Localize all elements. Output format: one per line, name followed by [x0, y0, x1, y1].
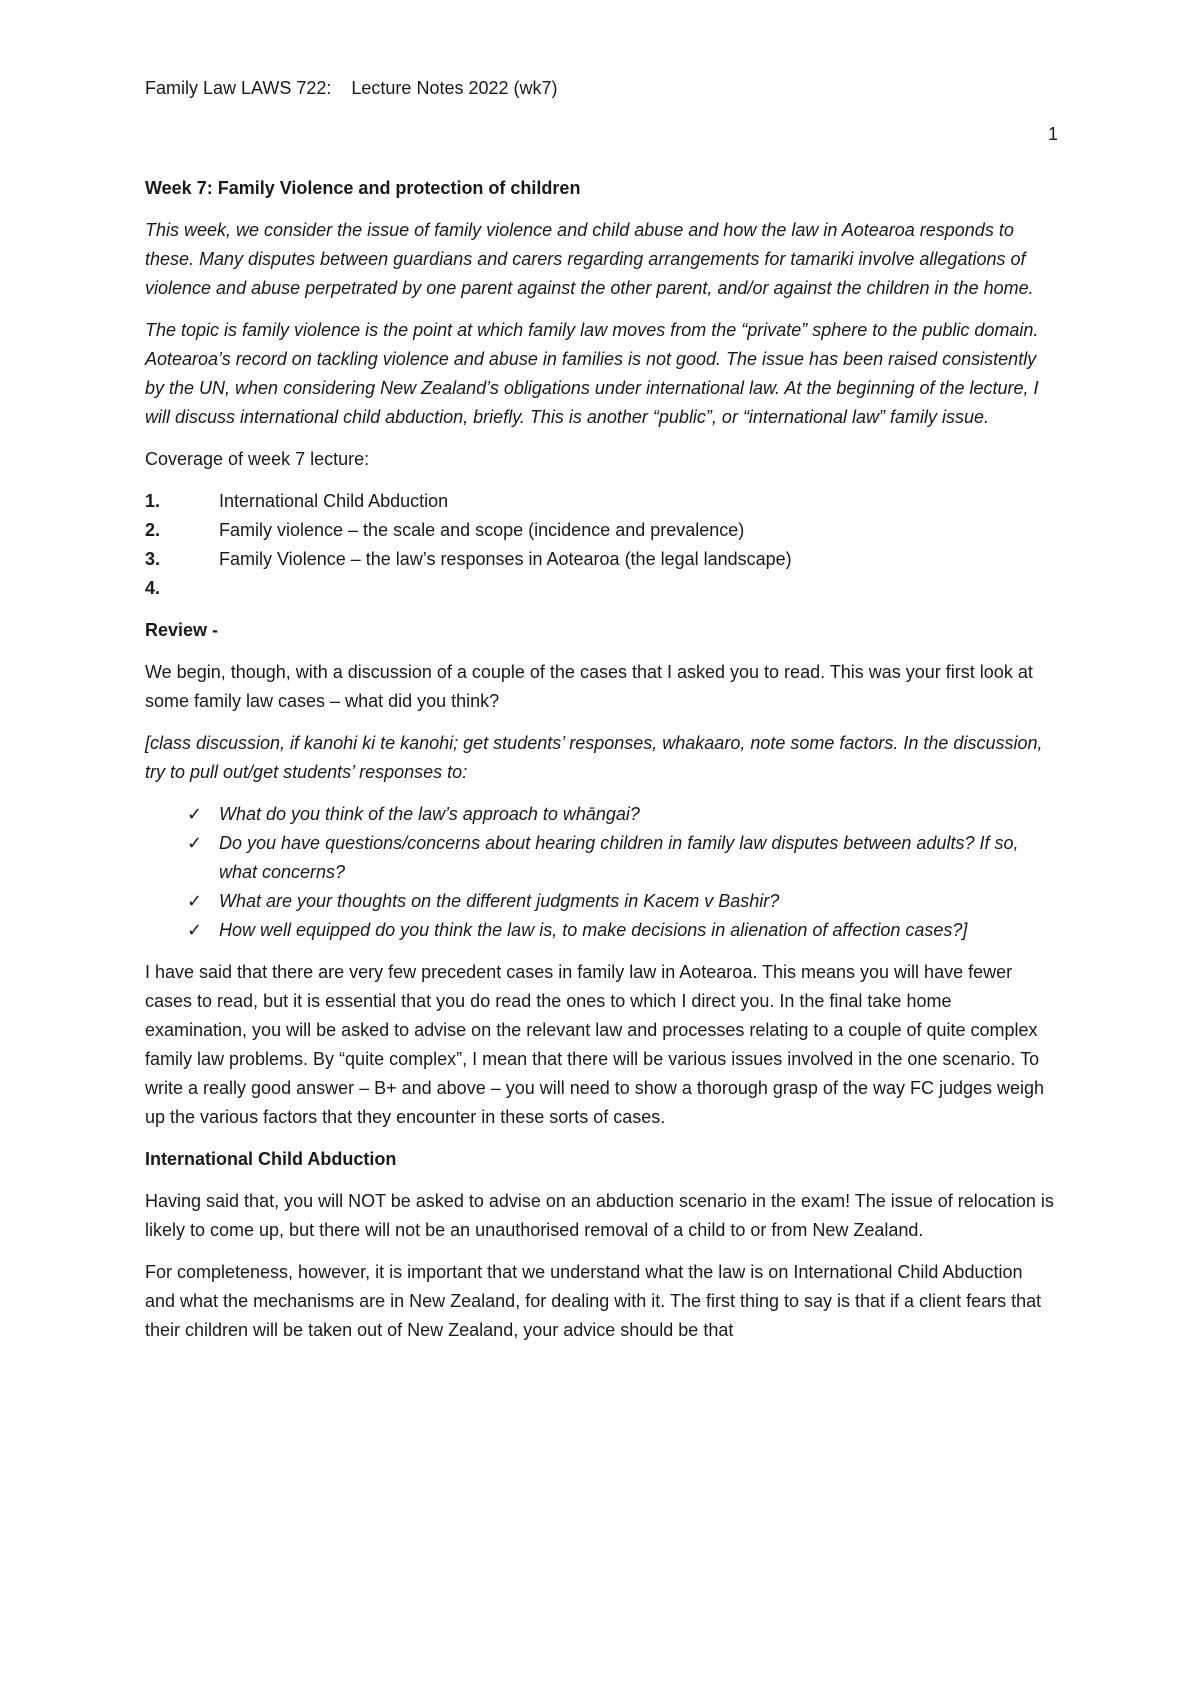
- intro-paragraph-2: The topic is family violence is the point at which family law moves from the “private” sphere to the public domain. Aotearoa’s record on tackling violence and abuse in families is not good. The issue has been raised consistently by the UN, when considering New Zealand’s obligations under international law. At the beginning of the lecture, I will discuss international child abduction, briefly. This is another “public”, or “international law” family issue.: [145, 320, 1039, 427]
- abduction-heading: International Child Abduction: [145, 1149, 397, 1169]
- checkmark-icon: ✓: [187, 804, 203, 824]
- question-text: How well equipped do you think the law is, to make decisions in alienation of affection cases?]: [219, 920, 968, 940]
- intro-paragraph-1: This week, we consider the issue of family violence and child abuse and how the law in Aotearoa responds to these. Many disputes between guardians and carers regarding arrangements for tamariki involve allegations of violence and abuse perpetrated by one parent against the other parent, and/or against the children in the home.: [145, 220, 1034, 298]
- discussion-questions-list: [145, 800, 1055, 945]
- class-discussion-instruction: [class discussion, if kanohi ki te kanohi; get students’ responses, whakaaro, note some factors. In the discussion, try to pull out/get students’ responses to:: [145, 733, 1043, 782]
- document-title: Week 7: Family Violence and protection of children: [145, 178, 581, 198]
- list-number: 3.: [145, 549, 161, 569]
- list-number: 2.: [145, 520, 161, 540]
- coverage-heading: Coverage of week 7 lecture:: [145, 449, 370, 469]
- list-item: [145, 916, 1055, 945]
- list-item: [145, 516, 1055, 545]
- list-item: [145, 487, 1055, 516]
- list-item-text: International Child Abduction: [219, 491, 449, 511]
- review-heading: Review -: [145, 620, 219, 640]
- running-header: Family Law LAWS 722: Lecture Notes 2022 (wk7): [145, 78, 558, 98]
- abduction-paragraph-1: Having said that, you will NOT be asked to advise on an abduction scenario in the exam! The issue of relocation is likely to come up, but there will not be an unauthorised removal of a child to or from New Zealand.: [145, 1191, 1054, 1240]
- review-paragraph: We begin, though, with a discussion of a couple of the cases that I asked you to read. This was your first look at some family law cases – what did you think?: [145, 662, 1033, 711]
- list-item: [145, 887, 1055, 916]
- list-item: [145, 829, 1055, 887]
- list-number: 1.: [145, 491, 161, 511]
- list-item: [145, 545, 1055, 574]
- question-text: What are your thoughts on the different judgments in Kacem v Bashir?: [219, 891, 780, 911]
- document-body: [145, 174, 1055, 1358]
- list-item-text: Family Violence – the law’s responses in Aotearoa (the legal landscape): [219, 549, 792, 569]
- checkmark-icon: ✓: [187, 833, 203, 853]
- checkmark-icon: ✓: [187, 891, 203, 911]
- list-number: 4.: [145, 578, 161, 598]
- list-item: [145, 574, 1055, 603]
- abduction-paragraph-2: For completeness, however, it is important that we understand what the law is on International Child Abduction and what the mechanisms are in New Zealand, for dealing with it. The first thing to say is that if a client fears that their children will be taken out of New Zealand, your advice should be that: [145, 1262, 1042, 1340]
- page-number: 1: [1048, 124, 1059, 144]
- question-text: Do you have questions/concerns about hearing children in family law disputes between adults? If so, what concerns?: [219, 833, 1019, 882]
- checkmark-icon: ✓: [187, 920, 203, 940]
- list-item-text: Family violence – the scale and scope (incidence and prevalence): [219, 520, 745, 540]
- coverage-list: [145, 487, 1055, 603]
- list-item: [145, 800, 1055, 829]
- precedent-paragraph: I have said that there are very few precedent cases in family law in Aotearoa. This means you will have fewer cases to read, but it is essential that you do read the ones to which I direct you. In the final take home examination, you will be asked to advise on the relevant law and processes relating to a couple of quite complex family law problems. By “quite complex”, I mean that there will be various issues involved in the one scenario. To write a really good answer – B+ and above – you will need to show a thorough grasp of the way FC judges weigh up the various factors that they encounter in these sorts of cases.: [145, 962, 1045, 1127]
- question-text: What do you think of the law’s approach to whāngai?: [219, 804, 640, 824]
